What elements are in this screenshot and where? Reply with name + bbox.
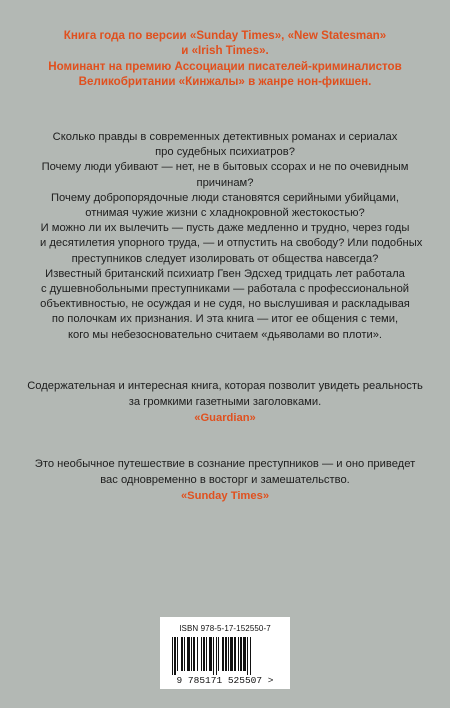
description-line: Почему люди убивают — нет, не в бытовых ссорах и не по очевидным	[41, 161, 409, 174]
awards-line: Великобритании «Кинжалы» в жанре нон-фикшен.	[78, 75, 372, 89]
review-source: «Guardian»	[194, 412, 256, 424]
description-line: преступников следует изолировать от общества навсегда?	[71, 252, 379, 265]
awards-line: Номинант на премию Ассоциации писателей-криминалистов	[48, 59, 402, 73]
description-line: Почему добропорядочные люди становятся серийными убийцами,	[50, 191, 400, 204]
description-line: И можно ли их вылечить — пусть даже медленно и трудно, через годы	[40, 222, 410, 235]
review-text-line: Это необычное путешествие в сознание преступников — и оно приведет	[34, 458, 416, 470]
review-text-line: вас одновременно в восторг и замешательство.	[100, 474, 350, 486]
description-line: и десятилетия упорного труда, — и отпустить на свободу? Или подобных	[40, 237, 423, 250]
barcode-bars-icon	[172, 637, 278, 675]
awards-line: Книга года по версии «Sunday Times», «New Statesman»	[63, 29, 387, 42]
description-line: с душевнобольными преступниками — работала с профессиональной	[40, 283, 410, 296]
description-line: Известный британский психиатр Гвен Эдсхед тридцать лет работала	[45, 267, 405, 280]
isbn-label: ISBN 978-5-17-152550-7	[179, 624, 271, 633]
description-line: Сколько правды в современных детективных романах и сериалах	[52, 131, 398, 143]
description-line: объективностью, не осуждая и не судя, но выслушивая и раскладывая	[40, 298, 410, 311]
barcode-digits: 9 785171 525507 >	[176, 675, 274, 686]
review-text-line: за громкими газетными заголовками.	[128, 396, 322, 408]
barcode	[160, 617, 290, 689]
review-quote	[20, 456, 430, 504]
review-source: «Sunday Times»	[180, 490, 270, 502]
awards-line: и «Irish Times».	[181, 44, 269, 58]
description-line: по полочкам их признания. И эта книга — итог ее общения с теми,	[51, 313, 399, 326]
book-description	[40, 130, 423, 343]
description-line: про судебных психиатров?	[155, 146, 295, 159]
description-line: отнимая чужие жизни с хладнокровной жестокостью?	[85, 207, 365, 220]
description-line: причинам?	[196, 176, 254, 189]
description-line: кого мы небезосновательно считаем «дьяволами во плоти».	[67, 328, 383, 341]
awards-block	[20, 28, 430, 90]
review-text-line: Содержательная и интересная книга, которая позволит увидеть реальность	[27, 380, 423, 392]
review-quote	[20, 378, 430, 426]
